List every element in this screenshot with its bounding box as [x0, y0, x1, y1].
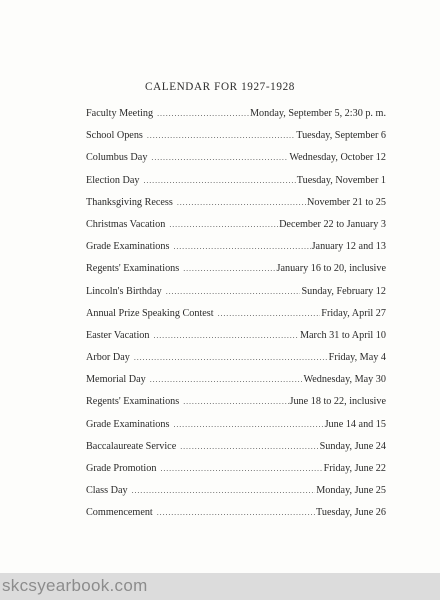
- event-name: Class Day: [86, 485, 128, 497]
- calendar-row: [86, 263, 386, 285]
- event-date: Wednesday, October 12: [289, 152, 386, 164]
- calendar-row: [86, 330, 386, 352]
- calendar-row: [86, 241, 386, 263]
- event-date: March 31 to April 10: [299, 329, 386, 341]
- dot-leader: [157, 108, 249, 120]
- calendar-row: [86, 352, 386, 374]
- calendar-row: [86, 130, 386, 152]
- calendar-row: [86, 374, 386, 396]
- dot-leader: [173, 419, 323, 431]
- dot-leader: [218, 308, 321, 320]
- dot-leader: [151, 152, 288, 164]
- dot-leader: [147, 130, 295, 142]
- event-name: Regents' Examinations: [86, 263, 180, 275]
- event-name: Christmas Vacation: [86, 218, 166, 230]
- event-date: Wednesday, May 30: [303, 374, 386, 386]
- calendar-row: [86, 441, 386, 463]
- dot-leader: [157, 507, 315, 519]
- event-date: December 22 to January 3: [279, 218, 386, 230]
- event-date: November 21 to 25: [307, 196, 386, 208]
- event-name: School Opens: [86, 130, 143, 142]
- event-date: Sunday, June 24: [319, 440, 386, 452]
- calendar-row: [86, 485, 386, 507]
- event-name: Grade Examinations: [86, 418, 170, 430]
- dot-leader: [150, 374, 303, 386]
- dot-leader: [143, 175, 295, 187]
- dot-leader: [153, 330, 299, 342]
- event-name: Grade Examinations: [86, 241, 170, 253]
- event-name: Annual Prize Speaking Contest: [86, 307, 214, 319]
- dot-leader: [177, 197, 306, 209]
- event-name: Arbor Day: [86, 352, 130, 364]
- dot-leader: [169, 219, 278, 231]
- calendar-row: [86, 108, 386, 130]
- calendar-row: [86, 308, 386, 330]
- dot-leader: [132, 485, 316, 497]
- dot-leader: [134, 352, 328, 364]
- event-name: Lincoln's Birthday: [86, 285, 162, 297]
- dot-leader: [183, 396, 288, 408]
- event-date: Friday, April 27: [321, 307, 386, 319]
- calendar-row: [86, 463, 386, 485]
- calendar-row: [86, 286, 386, 308]
- dot-leader: [166, 286, 301, 298]
- dot-leader: [173, 241, 310, 253]
- calendar-row: [86, 507, 386, 529]
- event-name: Regents' Examinations: [86, 396, 180, 408]
- event-name: Easter Vacation: [86, 329, 150, 341]
- event-name: Grade Promotion: [86, 463, 157, 474]
- event-date: June 14 and 15: [324, 418, 386, 430]
- event-date: Tuesday, November 1: [296, 174, 386, 186]
- event-date: Sunday, February 12: [301, 285, 386, 297]
- calendar-row: [86, 197, 386, 219]
- event-date: Friday, May 4: [328, 352, 386, 364]
- event-date: January 16 to 20, inclusive: [276, 263, 386, 275]
- event-date: January 12 and 13: [311, 241, 386, 253]
- calendar-row: [86, 175, 386, 197]
- event-date: Friday, June 22: [323, 463, 386, 474]
- calendar-row: [86, 396, 386, 418]
- site-watermark: skcsyearbook.com: [2, 576, 148, 595]
- event-name: Faculty Meeting: [86, 108, 154, 119]
- event-name: Columbus Day: [86, 152, 148, 164]
- dot-leader: [183, 263, 275, 275]
- event-name: Election Day: [86, 174, 140, 186]
- dot-leader: [160, 463, 322, 475]
- event-date: Tuesday, June 26: [316, 507, 386, 519]
- calendar-list: [86, 108, 386, 530]
- event-name: Commencement: [86, 507, 153, 519]
- event-name: Baccalaureate Service: [86, 440, 177, 452]
- event-date: Monday, September 5, 2:30 p. m.: [249, 108, 386, 119]
- calendar-row: [86, 419, 386, 441]
- page-title: CALENDAR FOR 1927-1928: [145, 81, 295, 93]
- event-name: Memorial Day: [86, 374, 146, 386]
- event-date: Monday, June 25: [316, 485, 386, 497]
- event-date: June 18 to 22, inclusive: [289, 396, 386, 408]
- calendar-row: [86, 219, 386, 241]
- dot-leader: [180, 441, 318, 453]
- event-name: Thanksgiving Recess: [86, 196, 173, 208]
- event-date: Tuesday, September 6: [296, 130, 386, 142]
- calendar-row: [86, 152, 386, 174]
